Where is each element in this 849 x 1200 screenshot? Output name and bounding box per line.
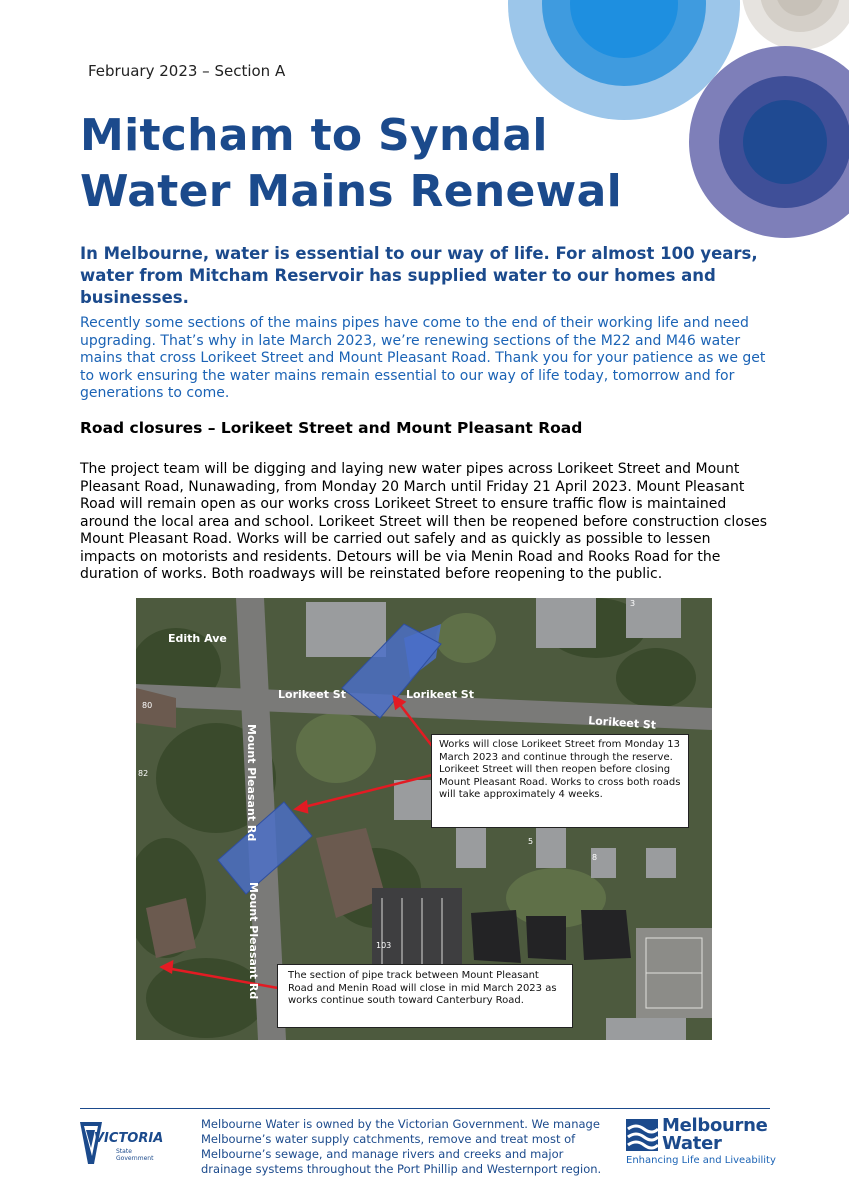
road-closures-body: The project team will be digging and laying new water pipes across Lorikeet Street and Mount Pleasant Road, Nunawading, from Monday 20 March until Friday 21 April 2023. Mount Pleasant Road will remain open as our works cross Lorikeet Street to ensure traffic flow is maintained around the local area and school. Lorikeet Street will then be reopened before construction closes Mount Pleasant Road. Works will be carried out safely and as quickly as possible to lessen impacts on motorists and residents. Detours will be via Menin Road and Rooks Road for the duration of works. Both roadways will be reinstated before reopening to the public. (80, 461, 768, 582)
road-closures-heading: Road closures – Lorikeet Street and Mount Pleasant Road (80, 419, 583, 437)
melbourne-water-wordmark (662, 1117, 768, 1153)
house-number-5: 5 (528, 837, 534, 846)
page-title (80, 108, 622, 220)
label-edith-ave: Edith Ave (168, 632, 227, 645)
house-number-8: 8 (592, 853, 598, 862)
vic-logo-sub-2: Government (116, 1155, 154, 1162)
label-mount-pleasant-rd-1: Mount Pleasant Rd (245, 724, 258, 842)
label-lorikeet-st-3: Lorikeet St (587, 714, 657, 732)
house-number-103: 103 (376, 941, 392, 950)
vic-logo-word: VICTORIA (94, 1131, 164, 1146)
mw-name-line-2: Water (662, 1133, 722, 1154)
house-number-3: 3 (630, 599, 636, 608)
victoria-government-logo (80, 1120, 170, 1166)
vic-logo-sub-1: State (116, 1148, 132, 1155)
callout-lorikeet-closure: Works will close Lorikeet Street from Monday 13 March 2023 and continue through the reserve. Lorikeet Street will then reopen before closing Mount Pleasant Road. Works to cross both roads will take approximately 4 weeks. (431, 734, 689, 828)
title-line-1: Mitcham to Syndal (80, 110, 548, 161)
melbourne-water-tagline: Enhancing Life and Liveability (626, 1155, 776, 1166)
house-number-82: 82 (138, 769, 149, 778)
house-number-80: 80 (142, 701, 153, 710)
aerial-map (136, 598, 712, 1040)
label-lorikeet-st-1: Lorikeet St (278, 688, 346, 701)
footer-text: Melbourne Water is owned by the Victorian Government. We manage Melbourne’s water supply catchments, remove and treat most of Melbourne’s sewage, and manage rivers and creeks and major drainage systems throughout the Port Phillip and Westernport region. (201, 1117, 602, 1176)
label-mount-pleasant-rd-2: Mount Pleasant Rd (247, 882, 260, 1000)
callout-pipe-track-closure: The section of pipe track between Mount Pleasant Road and Menin Road will close in mid March 2023 as works continue south toward Canterbury Road. (277, 964, 573, 1028)
label-lorikeet-st-2: Lorikeet St (406, 688, 474, 701)
title-line-2: Water Mains Renewal (80, 166, 622, 217)
lead-paragraph: In Melbourne, water is essential to our way of life. For almost 100 years, water from Mitcham Reservoir has supplied water to our homes and businesses. (80, 244, 758, 307)
intro-paragraph: Recently some sections of the mains pipes have come to the end of their working life and need upgrading. That’s why in late March 2023, we’re renewing sections of the M22 and M46 water mains that cross Lorikeet Street and Mount Pleasant Road. Thank you for your patience as we get to work ensuring the water mains remain essential to our way of life today, tomorrow and for generations to come. (80, 315, 766, 401)
wave-icon (626, 1119, 658, 1151)
mw-name-line-1: Melbourne (662, 1115, 768, 1136)
section-label: February 2023 – Section A (88, 62, 286, 80)
melbourne-water-logo (626, 1117, 776, 1171)
footer-divider (80, 1108, 770, 1109)
